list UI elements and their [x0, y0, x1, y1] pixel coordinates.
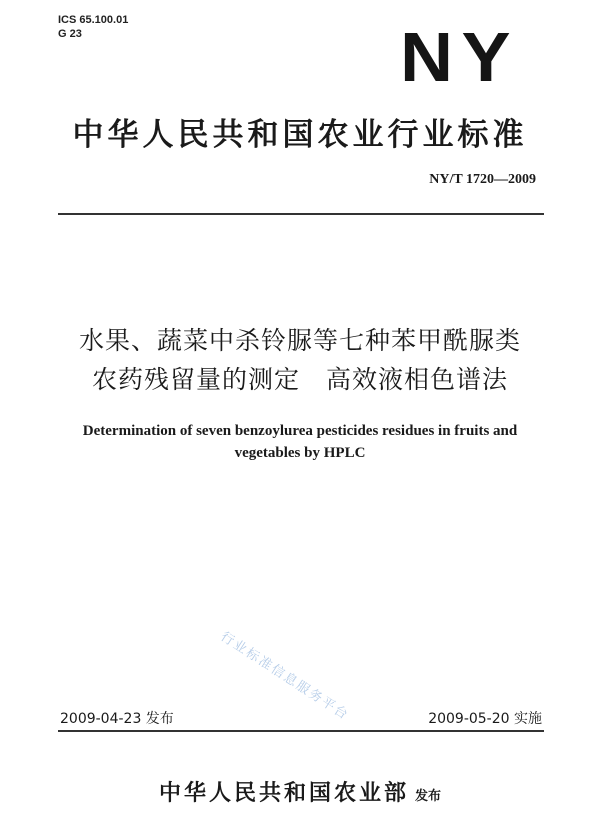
watermark: 行业标准信息服务平台: [217, 629, 352, 724]
publisher-row: [0, 776, 600, 807]
classification-codes: [58, 13, 128, 41]
title-cn-line1: 水果、蔬菜中杀铃脲等七种苯甲酰脲类: [78, 326, 521, 355]
publisher: 中华人民共和国农业部: [158, 781, 409, 806]
publish-label: 发布: [415, 789, 442, 804]
standard-category: 中华人民共和国农业行业标准: [72, 117, 528, 153]
ny-logo: NY: [400, 18, 519, 96]
title-en-line2: vegetables by HPLC: [234, 445, 366, 461]
ics-code: ICS 65.100.01: [58, 14, 129, 26]
title-cn-line2: 农药残留量的测定 高效液相色谱法: [91, 365, 508, 394]
category-code: G 23: [58, 28, 82, 40]
top-divider: [58, 213, 544, 215]
title-en: [60, 420, 540, 464]
effective-date: 2009-05-20 实施: [428, 711, 542, 727]
issue-date: 2009-04-23 发布: [60, 711, 174, 727]
standard-number: NY/T 1720—2009: [429, 172, 536, 187]
title-en-line1: Determination of seven benzoylurea pesticides residues in fruits and: [82, 423, 518, 439]
bottom-divider: [58, 730, 544, 732]
